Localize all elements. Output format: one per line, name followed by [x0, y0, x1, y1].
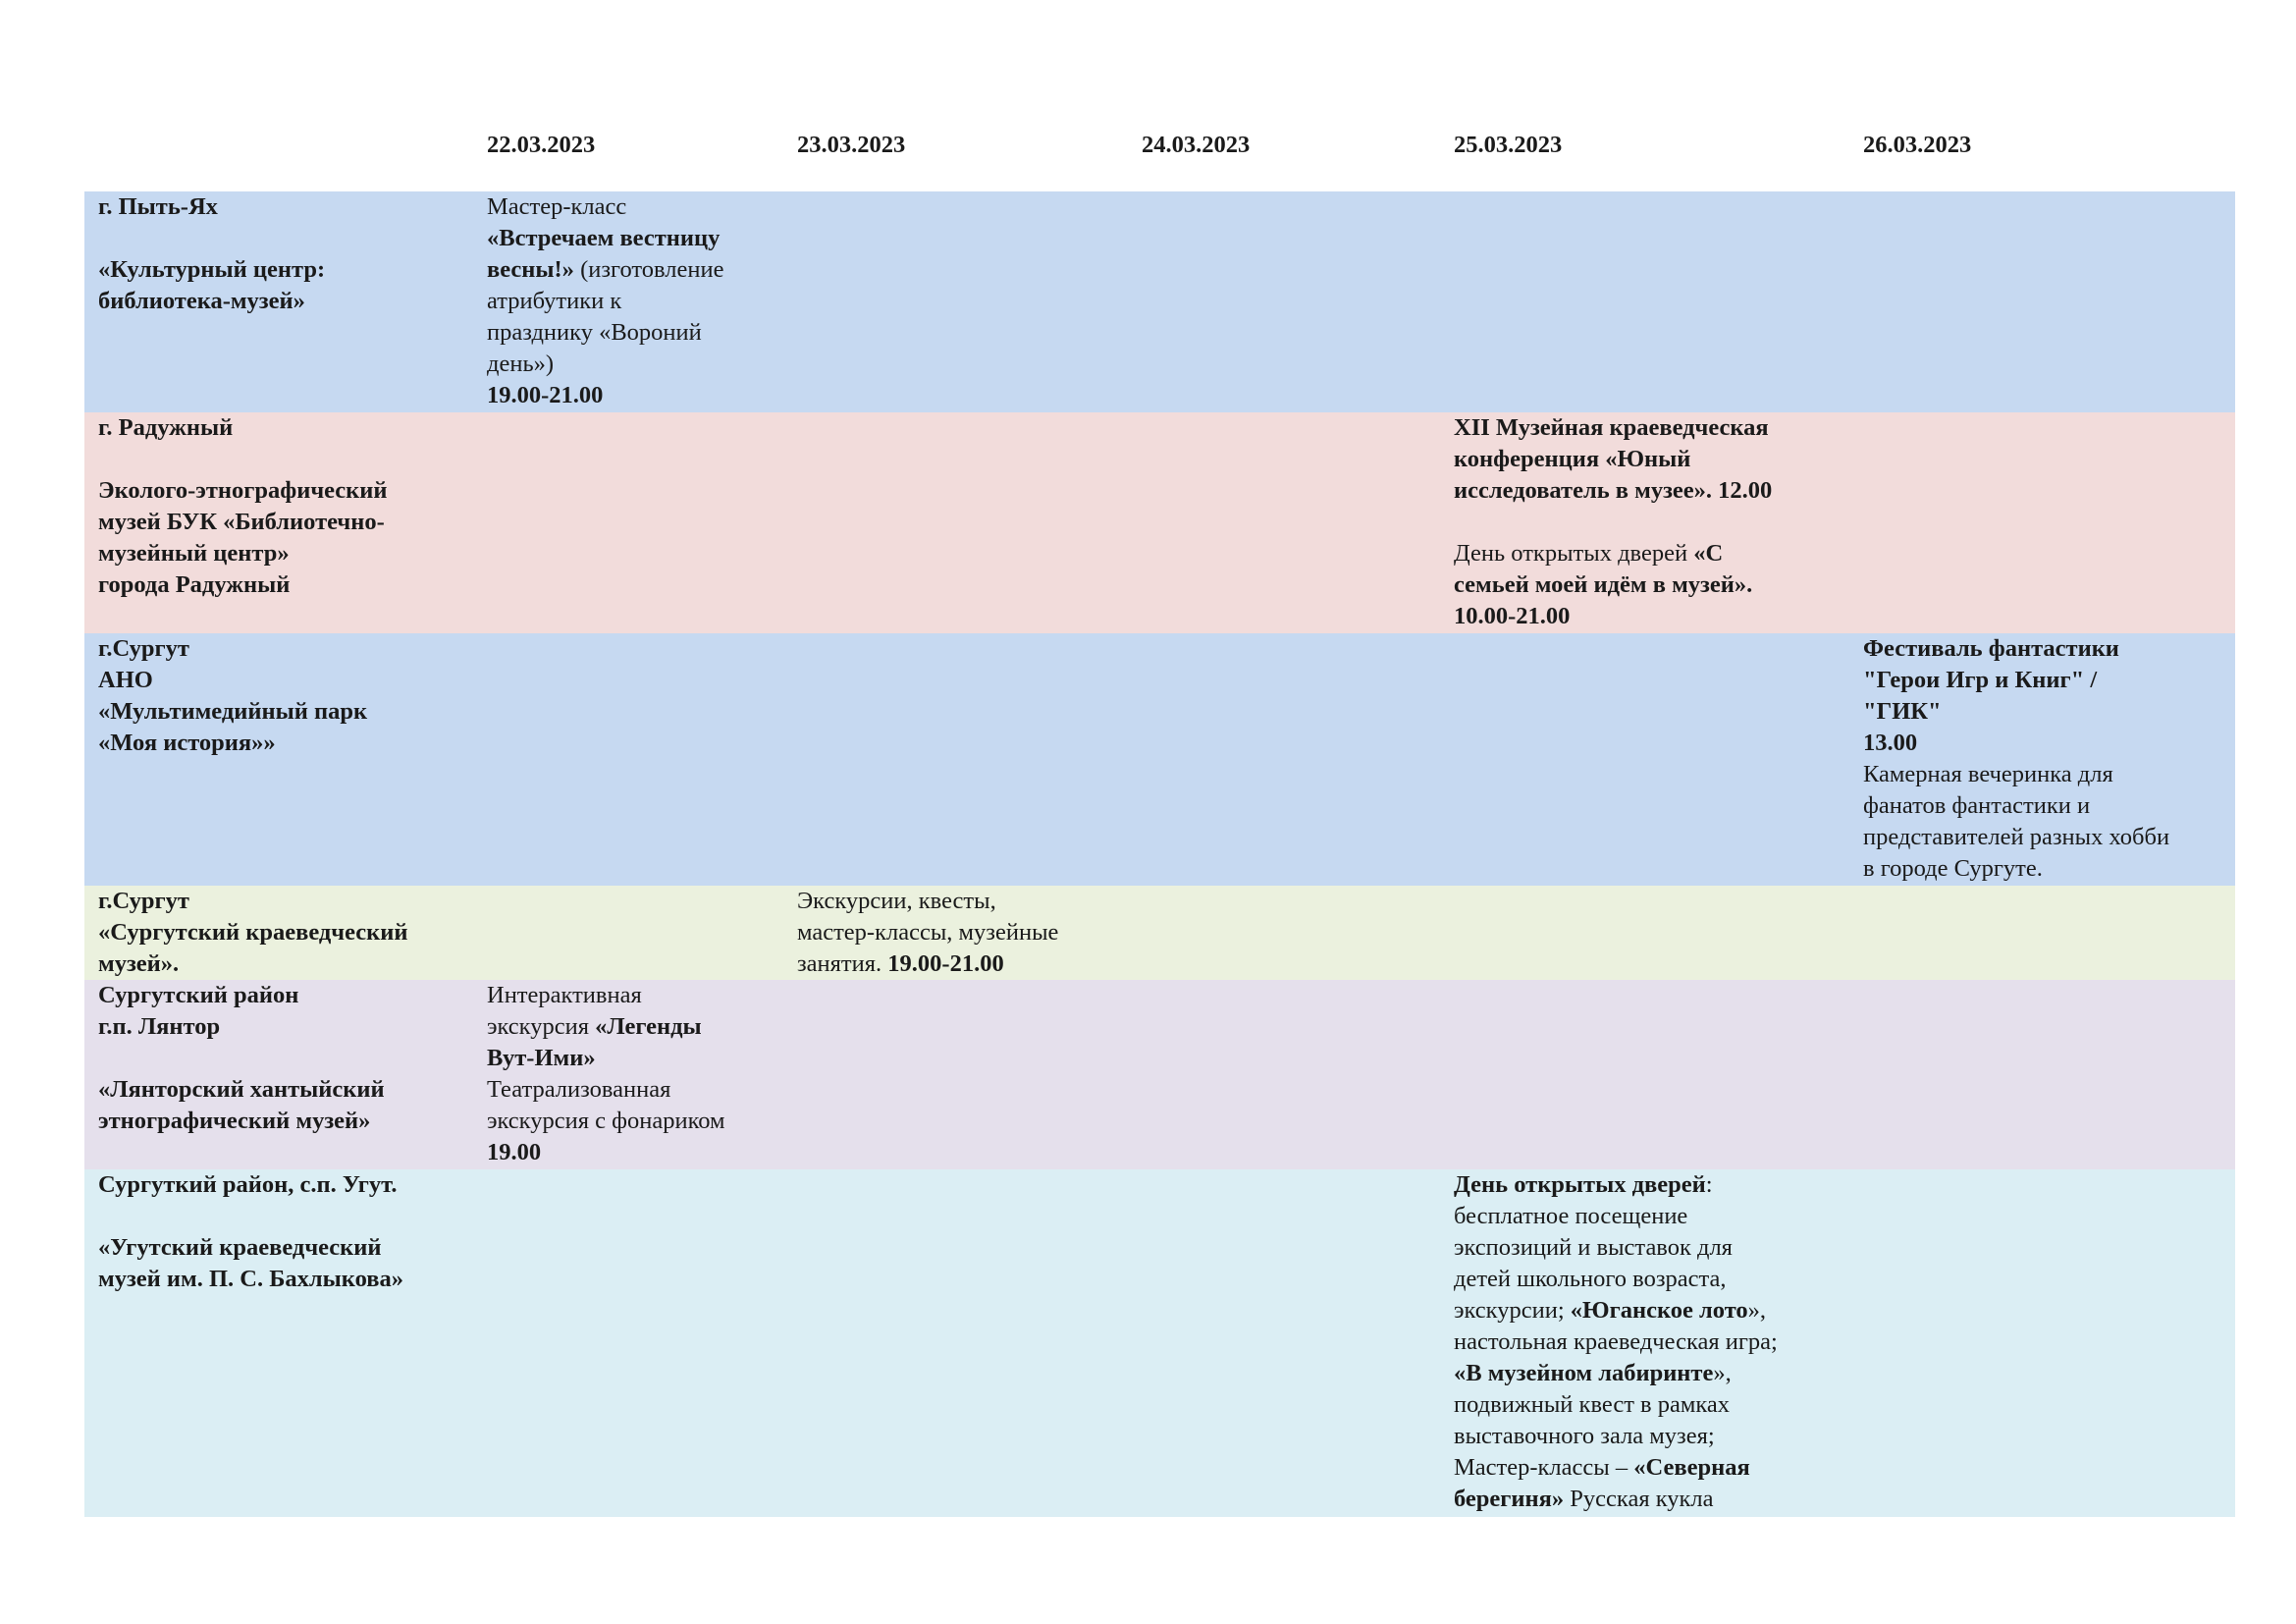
event-line: (изготовление [573, 256, 724, 283]
org-name-line: музей им. П. С. Бахлыкова» [98, 1266, 403, 1292]
event-line: детей школьного возраста, [1454, 1266, 1727, 1292]
event-line: в городе Сургуте. [1863, 855, 2043, 882]
event-line: Экскурсии, квесты, [797, 888, 996, 914]
event-line: Камерная вечеринка для [1863, 761, 2113, 787]
event-line: экскурсия с фонариком [487, 1108, 725, 1134]
event-title: "ГИК" [1863, 698, 1942, 725]
event-line: Театрализованная [487, 1076, 671, 1103]
event-title: День открытых дверей [1454, 1171, 1706, 1198]
event-line: празднику «Вороний [487, 319, 702, 346]
org-name-line: «Сургутский краеведческий [98, 919, 408, 946]
organization-cell [98, 412, 471, 601]
org-name-line: «Лянторский хантыйский [98, 1076, 385, 1103]
event-line: », [1713, 1360, 1732, 1386]
org-name-line: города Радужный [98, 571, 291, 598]
org-name-line: «Моя история»» [98, 730, 276, 756]
org-city: г.Сургут [98, 635, 189, 662]
event-line: бесплатное посещение [1454, 1203, 1688, 1229]
table-row [84, 980, 2235, 1169]
event-title: «Юганское лото [1570, 1297, 1748, 1324]
event-title: «С [1693, 540, 1724, 567]
date-header-25: 25.03.2023 [1454, 132, 1563, 158]
event-time: 19.00-21.00 [487, 382, 604, 408]
event-line: экскурсии; [1454, 1297, 1571, 1324]
event-line: Мастер-класс [487, 193, 627, 220]
event-title: семьей моей идём в музей». [1454, 571, 1753, 598]
event-title: «Легенды [595, 1013, 702, 1040]
date-header-24: 24.03.2023 [1142, 132, 1251, 158]
event-title: исследователь в музее». 12.00 [1454, 477, 1773, 504]
date-header-26: 26.03.2023 [1863, 132, 1972, 158]
event-line: атрибутики к [487, 288, 622, 314]
event-line: : [1705, 1171, 1713, 1198]
table-row [84, 412, 2235, 633]
event-line: выставочного зала музея; [1454, 1423, 1715, 1449]
event-title: «В музейном лабиринте [1454, 1360, 1714, 1386]
org-city: Сургуткий район, с.п. Угут. [98, 1171, 398, 1198]
event-time: 10.00-21.00 [1454, 603, 1571, 629]
org-name-line: этнографический музей» [98, 1108, 371, 1134]
event-cell-22 [487, 191, 781, 411]
event-line: Мастер-классы – [1454, 1454, 1634, 1481]
event-title: конференция «Юный [1454, 446, 1691, 472]
organization-cell [98, 191, 471, 317]
table-row [84, 886, 2235, 980]
event-cell-25 [1454, 412, 1846, 632]
event-title: берегиня» [1454, 1486, 1565, 1512]
event-cell-23 [797, 886, 1121, 980]
date-header-23: 23.03.2023 [797, 132, 906, 158]
date-header-22: 22.03.2023 [487, 132, 596, 158]
event-cell-22 [487, 980, 781, 1168]
org-city: г.Сургут [98, 888, 189, 914]
org-name-line: Эколого-этнографический [98, 477, 388, 504]
org-name-line: музейный центр» [98, 540, 290, 567]
org-name-line: «Угутский краеведческий [98, 1234, 382, 1261]
org-name-line: г.п. Лянтор [98, 1013, 221, 1040]
event-line: », [1747, 1297, 1767, 1324]
event-line: Интерактивная [487, 982, 642, 1008]
organization-cell [98, 1169, 471, 1295]
event-time: 13.00 [1863, 730, 1918, 756]
event-time: 19.00-21.00 [887, 950, 1004, 977]
event-title: «Северная [1633, 1454, 1750, 1481]
organization-cell [98, 980, 471, 1137]
event-line: день») [487, 351, 555, 377]
event-line: экскурсия [487, 1013, 596, 1040]
event-line: экспозиций и выставок для [1454, 1234, 1733, 1261]
org-city: Сургутский район [98, 982, 299, 1008]
event-line: мастер-классы, музейные [797, 919, 1059, 946]
table-row [84, 191, 2235, 412]
org-name-line: музей БУК «Библиотечно- [98, 509, 385, 535]
event-line: представителей разных хобби [1863, 824, 2170, 850]
event-line: День открытых дверей [1454, 540, 1694, 567]
event-cell-25 [1454, 1169, 1846, 1515]
date-header-row [0, 130, 2296, 161]
org-name-line: «Культурный центр: [98, 256, 326, 283]
org-city: г. Пыть-Ях [98, 193, 218, 220]
table-row [84, 633, 2235, 886]
event-line: настольная краеведческая игра; [1454, 1328, 1778, 1355]
org-name-line: музей». [98, 950, 180, 977]
organization-cell [98, 886, 471, 980]
organization-cell [98, 633, 471, 759]
event-line: фанатов фантастики и [1863, 792, 2091, 819]
event-line: Русская кукла [1564, 1486, 1714, 1512]
event-title: Фестиваль фантастики [1863, 635, 2119, 662]
event-title: "Герои Игр и Книг" / [1863, 667, 2098, 693]
event-line: занятия. [797, 950, 888, 977]
org-city: г. Радужный [98, 414, 234, 441]
org-name-line: библиотека-музей» [98, 288, 305, 314]
org-name-line: «Мультимедийный парк [98, 698, 368, 725]
event-title: XII Музейная краеведческая [1454, 414, 1769, 441]
event-title: «Встречаем вестницу [487, 225, 721, 251]
table-row [84, 1169, 2235, 1517]
event-line: подвижный квест в рамках [1454, 1391, 1731, 1418]
org-name-line: АНО [98, 667, 153, 693]
event-title: Вут-Ими» [487, 1045, 596, 1071]
event-title: весны!» [487, 256, 574, 283]
event-time: 19.00 [487, 1139, 542, 1165]
event-cell-26 [1863, 633, 2226, 885]
